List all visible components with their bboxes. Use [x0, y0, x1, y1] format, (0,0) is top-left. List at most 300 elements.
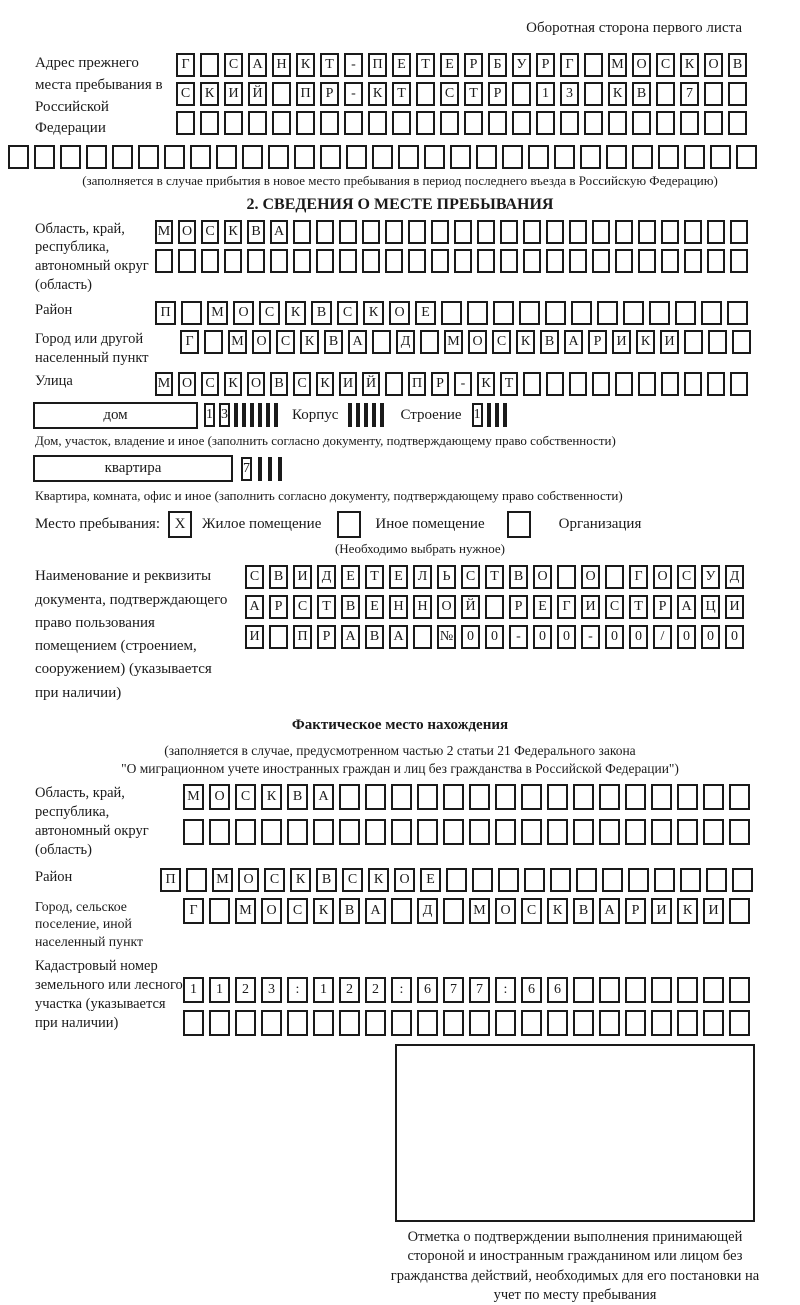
char-cell[interactable] [493, 301, 514, 325]
char-cell[interactable] [247, 249, 265, 273]
char-cell[interactable] [296, 111, 315, 135]
char-cell[interactable] [391, 898, 412, 924]
char-cell[interactable] [732, 330, 751, 354]
char-cell[interactable]: В [341, 595, 360, 619]
char-cell[interactable] [547, 819, 568, 845]
char-cell[interactable] [498, 868, 519, 892]
char-cell[interactable] [554, 145, 575, 169]
char-cell[interactable]: Р [464, 53, 483, 77]
char-cell[interactable]: 1 [536, 82, 555, 106]
char-cell[interactable]: Т [365, 565, 384, 589]
char-cell[interactable]: Г [560, 53, 579, 77]
char-cell[interactable]: С [224, 53, 243, 77]
char-cell[interactable] [703, 977, 724, 1003]
char-cell[interactable]: Р [509, 595, 528, 619]
char-cell[interactable]: С [293, 595, 312, 619]
char-cell[interactable]: К [547, 898, 568, 924]
char-cell[interactable] [272, 111, 291, 135]
char-cell[interactable] [431, 220, 449, 244]
char-cell[interactable]: И [703, 898, 724, 924]
char-cell[interactable] [258, 457, 262, 481]
char-cell[interactable]: П [155, 301, 176, 325]
char-cell[interactable] [294, 145, 315, 169]
char-cell[interactable] [270, 249, 288, 273]
char-cell[interactable]: О [238, 868, 259, 892]
char-cell[interactable]: Р [431, 372, 449, 396]
char-cell[interactable] [597, 301, 618, 325]
char-cell[interactable]: О [233, 301, 254, 325]
char-cell[interactable] [488, 111, 507, 135]
char-cell[interactable] [287, 819, 308, 845]
char-cell[interactable] [573, 1010, 594, 1036]
char-cell[interactable] [599, 819, 620, 845]
char-cell[interactable] [417, 1010, 438, 1036]
char-cell[interactable] [730, 220, 748, 244]
char-cell[interactable]: К [224, 372, 242, 396]
char-cell[interactable] [216, 145, 237, 169]
char-cell[interactable] [584, 111, 603, 135]
char-cell[interactable]: С [276, 330, 295, 354]
char-cell[interactable] [258, 403, 262, 427]
char-cell[interactable]: 7 [680, 82, 699, 106]
char-cell[interactable]: М [469, 898, 490, 924]
char-cell[interactable] [417, 819, 438, 845]
char-cell[interactable]: М [183, 784, 204, 810]
char-cell[interactable]: К [368, 82, 387, 106]
char-cell[interactable] [269, 625, 288, 649]
char-cell[interactable]: К [636, 330, 655, 354]
char-cell[interactable] [201, 249, 219, 273]
char-cell[interactable]: 1 [313, 977, 334, 1003]
char-cell[interactable]: Т [317, 595, 336, 619]
char-cell[interactable] [339, 220, 357, 244]
char-cell[interactable] [661, 249, 679, 273]
char-cell[interactable] [592, 249, 610, 273]
char-cell[interactable]: С [656, 53, 675, 77]
char-cell[interactable] [178, 249, 196, 273]
char-cell[interactable]: 1 [209, 977, 230, 1003]
char-cell[interactable] [545, 301, 566, 325]
char-cell[interactable] [392, 111, 411, 135]
char-cell[interactable] [138, 145, 159, 169]
char-cell[interactable] [164, 145, 185, 169]
char-cell[interactable] [710, 145, 731, 169]
char-cell[interactable]: В [316, 868, 337, 892]
char-cell[interactable] [472, 868, 493, 892]
char-cell[interactable]: 6 [547, 977, 568, 1003]
char-cell[interactable]: - [344, 53, 363, 77]
char-cell[interactable] [242, 145, 263, 169]
char-cell[interactable] [440, 111, 459, 135]
char-cell[interactable] [356, 403, 360, 427]
char-cell[interactable] [372, 145, 393, 169]
char-cell[interactable] [339, 784, 360, 810]
char-cell[interactable] [464, 111, 483, 135]
char-cell[interactable]: И [581, 595, 600, 619]
char-cell[interactable]: В [573, 898, 594, 924]
char-cell[interactable] [628, 868, 649, 892]
char-cell[interactable] [266, 403, 270, 427]
char-cell[interactable] [584, 53, 603, 77]
char-cell[interactable]: И [245, 625, 264, 649]
char-cell[interactable]: Е [415, 301, 436, 325]
char-cell[interactable]: 2 [235, 977, 256, 1003]
char-cell[interactable] [677, 1010, 698, 1036]
char-cell[interactable] [391, 819, 412, 845]
char-cell[interactable]: О [394, 868, 415, 892]
char-cell[interactable] [368, 111, 387, 135]
char-cell[interactable]: К [363, 301, 384, 325]
char-cell[interactable]: Н [389, 595, 408, 619]
char-cell[interactable] [608, 111, 627, 135]
char-cell[interactable]: О [653, 565, 672, 589]
char-cell[interactable] [495, 784, 516, 810]
char-cell[interactable] [261, 1010, 282, 1036]
char-cell[interactable]: Д [317, 565, 336, 589]
char-cell[interactable] [599, 977, 620, 1003]
char-cell[interactable] [234, 403, 238, 427]
char-cell[interactable]: А [677, 595, 696, 619]
char-cell[interactable]: : [391, 977, 412, 1003]
char-cell[interactable] [420, 330, 439, 354]
char-cell[interactable] [573, 819, 594, 845]
char-cell[interactable]: В [728, 53, 747, 77]
char-cell[interactable]: К [477, 372, 495, 396]
char-cell[interactable]: М [444, 330, 463, 354]
char-cell[interactable] [573, 784, 594, 810]
char-cell[interactable]: С [605, 595, 624, 619]
char-cell[interactable] [576, 868, 597, 892]
char-cell[interactable]: - [454, 372, 472, 396]
char-cell[interactable]: А [348, 330, 367, 354]
char-cell[interactable]: А [564, 330, 583, 354]
char-cell[interactable] [547, 784, 568, 810]
char-cell[interactable] [703, 819, 724, 845]
char-cell[interactable] [638, 249, 656, 273]
char-cell[interactable]: И [612, 330, 631, 354]
char-cell[interactable] [707, 249, 725, 273]
char-cell[interactable] [560, 111, 579, 135]
char-cell[interactable]: В [365, 625, 384, 649]
char-cell[interactable]: В [339, 898, 360, 924]
char-cell[interactable]: М [608, 53, 627, 77]
char-cell[interactable]: В [509, 565, 528, 589]
char-cell[interactable]: Е [365, 595, 384, 619]
char-cell[interactable]: : [495, 977, 516, 1003]
char-cell[interactable]: 2 [339, 977, 360, 1003]
char-cell[interactable] [268, 145, 289, 169]
char-cell[interactable]: 0 [485, 625, 504, 649]
char-cell[interactable]: Д [725, 565, 744, 589]
char-cell[interactable]: Р [588, 330, 607, 354]
char-cell[interactable]: С [235, 784, 256, 810]
char-cell[interactable]: В [632, 82, 651, 106]
char-cell[interactable] [209, 898, 230, 924]
char-cell[interactable]: К [316, 372, 334, 396]
checkbox-zhiloe[interactable]: X [168, 511, 192, 538]
char-cell[interactable]: С [492, 330, 511, 354]
char-cell[interactable] [729, 819, 750, 845]
char-cell[interactable]: Е [341, 565, 360, 589]
char-cell[interactable]: А [341, 625, 360, 649]
char-cell[interactable]: С [342, 868, 363, 892]
char-cell[interactable] [209, 1010, 230, 1036]
char-cell[interactable] [677, 784, 698, 810]
char-cell[interactable]: Ь [437, 565, 456, 589]
char-cell[interactable] [313, 1010, 334, 1036]
char-cell[interactable] [60, 145, 81, 169]
char-cell[interactable] [250, 403, 254, 427]
char-cell[interactable] [86, 145, 107, 169]
char-cell[interactable] [443, 898, 464, 924]
char-cell[interactable]: Р [488, 82, 507, 106]
char-cell[interactable] [274, 403, 278, 427]
char-cell[interactable]: О [704, 53, 723, 77]
char-cell[interactable]: С [245, 565, 264, 589]
char-cell[interactable]: В [247, 220, 265, 244]
char-cell[interactable] [736, 145, 757, 169]
char-cell[interactable] [224, 111, 243, 135]
char-cell[interactable] [573, 977, 594, 1003]
char-cell[interactable]: О [495, 898, 516, 924]
char-cell[interactable]: 2 [365, 977, 386, 1003]
char-cell[interactable] [632, 145, 653, 169]
char-cell[interactable] [183, 1010, 204, 1036]
char-cell[interactable]: П [368, 53, 387, 77]
char-cell[interactable] [675, 301, 696, 325]
char-cell[interactable] [469, 1010, 490, 1036]
char-cell[interactable]: К [516, 330, 535, 354]
char-cell[interactable]: Т [500, 372, 518, 396]
checkbox-inoe[interactable] [337, 511, 361, 538]
char-cell[interactable]: Р [653, 595, 672, 619]
char-cell[interactable]: Т [485, 565, 504, 589]
char-cell[interactable]: О [632, 53, 651, 77]
char-cell[interactable] [625, 819, 646, 845]
char-cell[interactable] [503, 403, 507, 427]
char-cell[interactable] [500, 249, 518, 273]
char-cell[interactable] [606, 145, 627, 169]
char-cell[interactable] [34, 145, 55, 169]
char-cell[interactable]: В [269, 565, 288, 589]
char-cell[interactable] [408, 220, 426, 244]
char-cell[interactable] [729, 898, 750, 924]
char-cell[interactable] [467, 301, 488, 325]
char-cell[interactable]: 3 [261, 977, 282, 1003]
char-cell[interactable] [485, 595, 504, 619]
char-cell[interactable] [602, 868, 623, 892]
char-cell[interactable] [649, 301, 670, 325]
char-cell[interactable] [684, 330, 703, 354]
char-cell[interactable]: А [245, 595, 264, 619]
char-cell[interactable] [651, 1010, 672, 1036]
char-cell[interactable] [523, 372, 541, 396]
char-cell[interactable]: Р [536, 53, 555, 77]
char-cell[interactable] [365, 819, 386, 845]
char-cell[interactable] [519, 301, 540, 325]
char-cell[interactable] [417, 784, 438, 810]
char-cell[interactable] [495, 1010, 516, 1036]
char-cell[interactable] [391, 784, 412, 810]
char-cell[interactable] [523, 220, 541, 244]
char-cell[interactable]: С [264, 868, 285, 892]
char-cell[interactable] [339, 819, 360, 845]
char-cell[interactable] [500, 220, 518, 244]
char-cell[interactable] [364, 403, 368, 427]
char-cell[interactable] [625, 784, 646, 810]
char-cell[interactable]: 0 [557, 625, 576, 649]
char-cell[interactable]: Д [417, 898, 438, 924]
char-cell[interactable]: И [293, 565, 312, 589]
char-cell[interactable]: П [293, 625, 312, 649]
char-cell[interactable] [615, 372, 633, 396]
char-cell[interactable] [732, 868, 753, 892]
char-cell[interactable] [416, 111, 435, 135]
char-cell[interactable] [729, 784, 750, 810]
char-cell[interactable] [476, 145, 497, 169]
char-cell[interactable]: С [521, 898, 542, 924]
char-cell[interactable] [730, 372, 748, 396]
char-cell[interactable]: К [313, 898, 334, 924]
char-cell[interactable] [8, 145, 29, 169]
char-cell[interactable]: Г [557, 595, 576, 619]
char-cell[interactable] [707, 220, 725, 244]
char-cell[interactable]: В [270, 372, 288, 396]
char-cell[interactable] [443, 784, 464, 810]
char-cell[interactable] [365, 784, 386, 810]
char-cell[interactable] [651, 784, 672, 810]
char-cell[interactable] [200, 53, 219, 77]
char-cell[interactable] [727, 301, 748, 325]
char-cell[interactable]: У [512, 53, 531, 77]
char-cell[interactable]: И [224, 82, 243, 106]
char-cell[interactable]: О [247, 372, 265, 396]
char-cell[interactable] [235, 1010, 256, 1036]
char-cell[interactable] [339, 249, 357, 273]
char-cell[interactable]: Р [269, 595, 288, 619]
char-cell[interactable] [512, 111, 531, 135]
char-cell[interactable]: Й [248, 82, 267, 106]
char-cell[interactable] [441, 301, 462, 325]
char-cell[interactable]: П [160, 868, 181, 892]
char-cell[interactable]: 7 [443, 977, 464, 1003]
char-cell[interactable]: О [209, 784, 230, 810]
char-cell[interactable]: Г [176, 53, 195, 77]
char-cell[interactable]: 1 [183, 977, 204, 1003]
char-cell[interactable] [623, 301, 644, 325]
char-cell[interactable] [704, 111, 723, 135]
char-cell[interactable]: Р [317, 625, 336, 649]
char-cell[interactable] [339, 1010, 360, 1036]
char-cell[interactable] [651, 819, 672, 845]
char-cell[interactable] [446, 868, 467, 892]
char-cell[interactable] [424, 145, 445, 169]
char-cell[interactable] [656, 82, 675, 106]
char-cell[interactable] [278, 457, 282, 481]
char-cell[interactable] [443, 1010, 464, 1036]
char-cell[interactable] [477, 249, 495, 273]
char-cell[interactable] [293, 220, 311, 244]
char-cell[interactable] [708, 330, 727, 354]
char-cell[interactable] [661, 220, 679, 244]
char-cell[interactable]: Е [392, 53, 411, 77]
char-cell[interactable]: 1 [472, 403, 483, 427]
char-cell[interactable] [320, 145, 341, 169]
char-cell[interactable] [293, 249, 311, 273]
char-cell[interactable]: : [287, 977, 308, 1003]
char-cell[interactable] [512, 82, 531, 106]
char-cell[interactable] [186, 868, 207, 892]
char-cell[interactable]: И [660, 330, 679, 354]
char-cell[interactable]: К [261, 784, 282, 810]
char-cell[interactable]: Й [461, 595, 480, 619]
char-cell[interactable]: О [437, 595, 456, 619]
char-cell[interactable] [729, 1010, 750, 1036]
char-cell[interactable] [730, 249, 748, 273]
char-cell[interactable] [495, 819, 516, 845]
char-cell[interactable]: В [324, 330, 343, 354]
char-cell[interactable]: И [725, 595, 744, 619]
char-cell[interactable]: О [389, 301, 410, 325]
char-cell[interactable] [599, 784, 620, 810]
char-cell[interactable]: № [437, 625, 456, 649]
char-cell[interactable] [385, 220, 403, 244]
char-cell[interactable]: А [270, 220, 288, 244]
char-cell[interactable]: М [235, 898, 256, 924]
char-cell[interactable]: Г [629, 565, 648, 589]
char-cell[interactable] [550, 868, 571, 892]
char-cell[interactable] [546, 220, 564, 244]
char-cell[interactable] [261, 819, 282, 845]
char-cell[interactable]: 6 [417, 977, 438, 1003]
char-cell[interactable]: А [313, 784, 334, 810]
char-cell[interactable]: Т [416, 53, 435, 77]
char-cell[interactable]: О [533, 565, 552, 589]
char-cell[interactable]: П [296, 82, 315, 106]
char-cell[interactable] [580, 145, 601, 169]
checkbox-organizaciya[interactable] [507, 511, 531, 538]
char-cell[interactable]: - [509, 625, 528, 649]
char-cell[interactable] [235, 819, 256, 845]
char-cell[interactable]: В [287, 784, 308, 810]
char-cell[interactable] [684, 372, 702, 396]
char-cell[interactable]: Т [320, 53, 339, 77]
char-cell[interactable] [362, 249, 380, 273]
char-cell[interactable]: Г [180, 330, 199, 354]
char-cell[interactable]: С [287, 898, 308, 924]
char-cell[interactable]: 0 [629, 625, 648, 649]
char-cell[interactable] [454, 220, 472, 244]
char-cell[interactable] [521, 1010, 542, 1036]
char-cell[interactable]: К [296, 53, 315, 77]
char-cell[interactable]: В [540, 330, 559, 354]
char-cell[interactable]: Т [629, 595, 648, 619]
char-cell[interactable] [495, 403, 499, 427]
char-cell[interactable]: П [408, 372, 426, 396]
char-cell[interactable] [536, 111, 555, 135]
char-cell[interactable]: - [344, 82, 363, 106]
char-cell[interactable]: Р [625, 898, 646, 924]
char-cell[interactable]: 0 [533, 625, 552, 649]
char-cell[interactable] [348, 403, 352, 427]
char-cell[interactable]: С [677, 565, 696, 589]
char-cell[interactable]: 7 [469, 977, 490, 1003]
char-cell[interactable]: И [339, 372, 357, 396]
char-cell[interactable] [654, 868, 675, 892]
char-cell[interactable]: О [252, 330, 271, 354]
char-cell[interactable] [680, 868, 701, 892]
char-cell[interactable] [569, 249, 587, 273]
